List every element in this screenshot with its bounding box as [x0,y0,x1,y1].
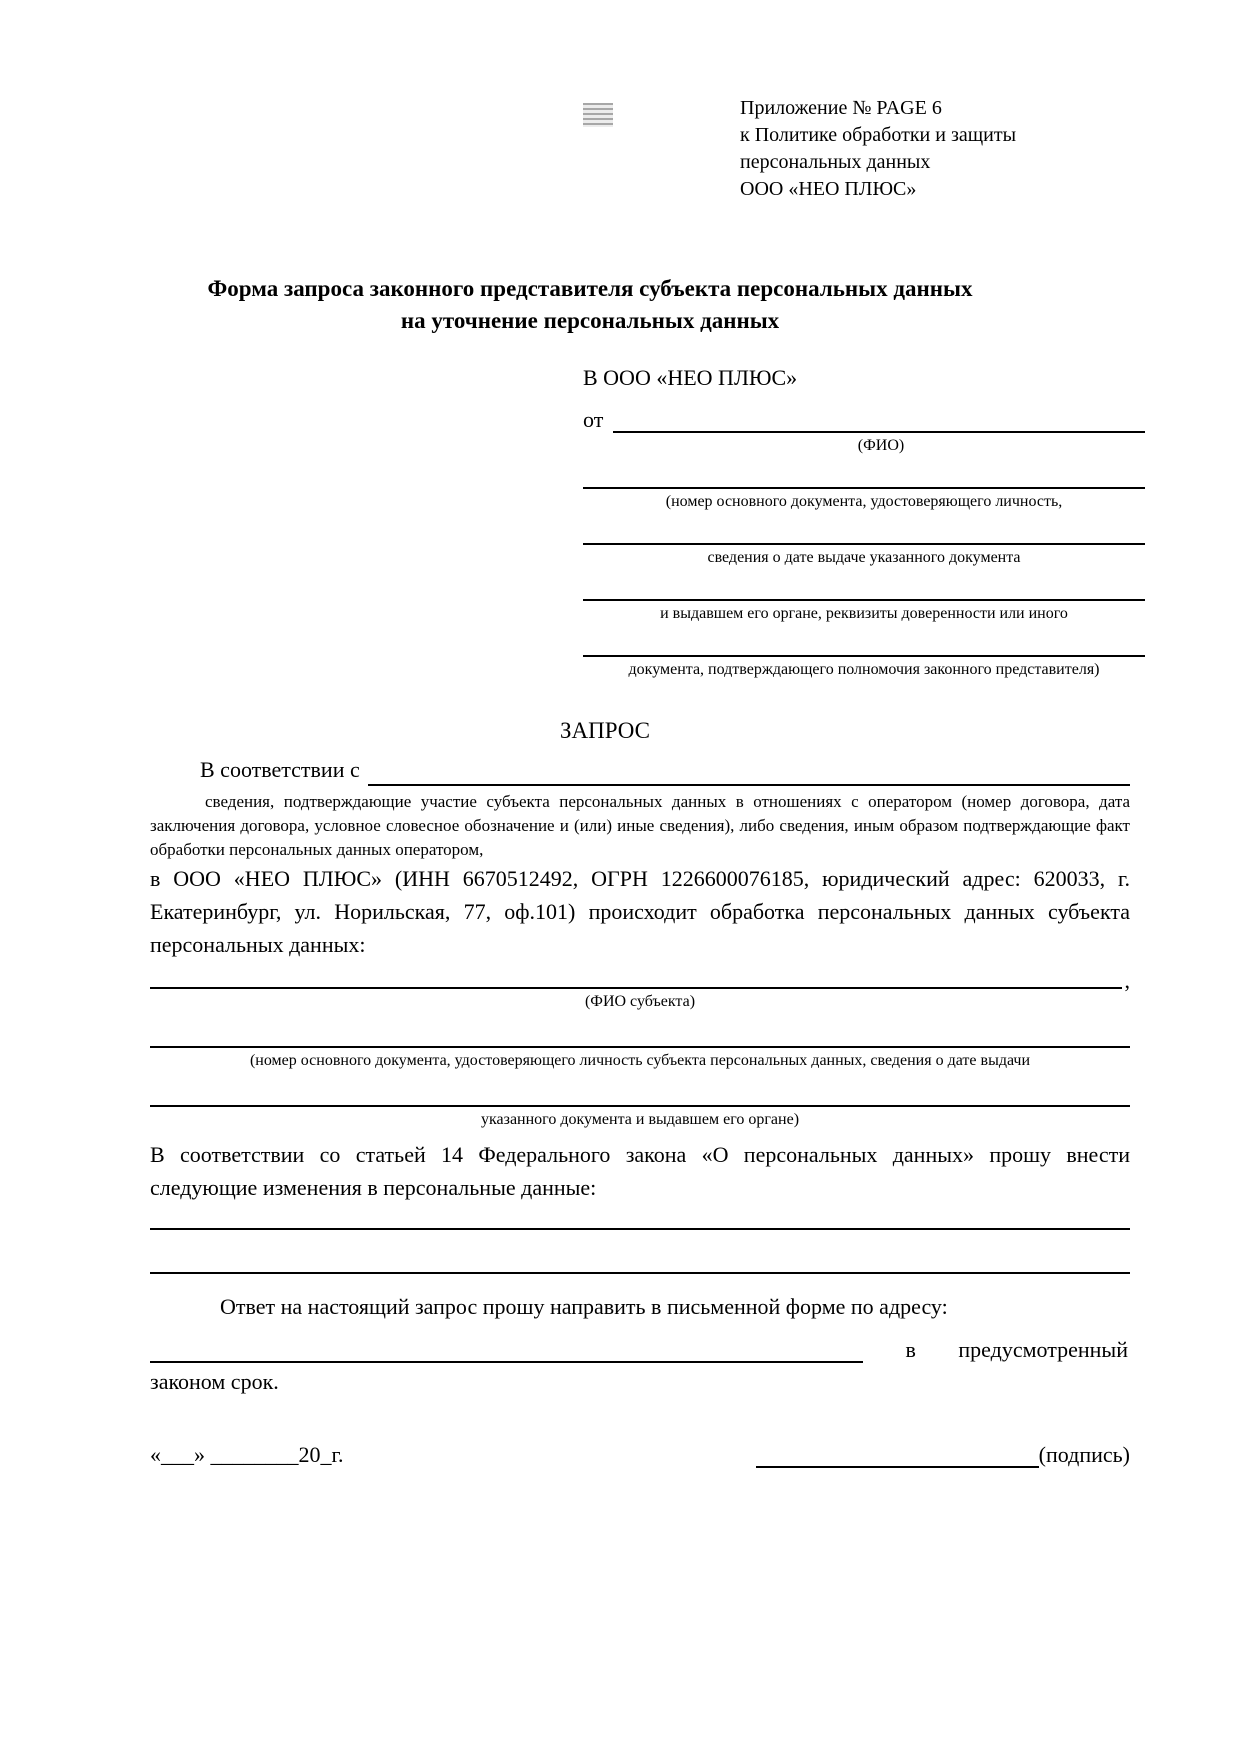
from-blank-line [613,431,1145,433]
subject-fio-blank-line [150,987,1122,989]
field-caption: сведения о дате выдаче указанного документа [707,549,1021,566]
subject-document-caption: (номер основного документа, удостоверяющего личность субъекта персональных данных, сведения о дате выдачи [249,1052,1031,1069]
signature-blank-line [756,1444,1039,1468]
appendix-line: к Политике обработки и защиты [740,124,1017,146]
field-caption: и выдавшем его органе, реквизиты доверенности или иного [660,605,1068,622]
field-caption: (номер основного документа, удостоверяющего личность, [665,493,1063,510]
answer-word: предусмотренный [958,1337,1128,1362]
blank-line [583,512,1145,545]
field-caption: документа, подтверждающего полномочия законного представителя) [628,661,1100,678]
subject-fio-field [150,968,1130,993]
signature-field [756,1442,1130,1468]
appendix-line: ООО «НЕО ПЛЮС» [740,178,917,200]
issue-date-field [583,512,1145,568]
form-title [150,273,1030,337]
document-number-field [583,456,1145,512]
fio-caption: (ФИО) [857,437,905,454]
subject-authority-caption: указанного документа и выдавшем его органе) [480,1111,800,1128]
address-blank-line [150,1361,863,1363]
answer-word: в [905,1337,916,1362]
addressee-block [583,365,1145,680]
blank-line [583,456,1145,489]
changes-blank-line-1 [150,1228,1130,1230]
answer-tail: законом срок. [150,1369,279,1394]
law-paragraph: В соответствии со статьей 14 Федерального закона «О персональных данных» прошу внести следующие изменения в персональные данные: [150,1142,1130,1200]
authority-document-field [583,624,1145,680]
signature-caption: (подпись) [1038,1442,1130,1467]
appendix-block [740,95,1140,203]
subject-authority-field [150,1071,1130,1130]
basis-field [150,756,1130,786]
answer-address-field [150,1331,1130,1363]
basis-footnote: сведения, подтверждающие участие субъекта персональных данных в отношениях с оператором (номер договора, дата заключения договора, условное словесное обозначение и (или) иные сведения), либо сведения, иным образом подтверждающие факт обработки персональных данных оператором, [150,792,1130,859]
page-header [150,95,1130,213]
basis-prefix: В соответствии с [200,757,360,782]
blank-line [583,568,1145,601]
blank-line [583,624,1145,657]
from-label: от [583,407,604,432]
answer-paragraph: Ответ на настоящий запрос прошу направить в письменной форме по адресу: [220,1294,948,1319]
appendix-line: Приложение № PAGE 6 [740,97,942,119]
date-field: «___» ________20_г. [150,1442,344,1467]
blank-line [150,1071,1130,1107]
operator-paragraph: в ООО «НЕО ПЛЮС» (ИНН 6670512492, ОГРН 1226600076185, юридический адрес: 620033, г. Екатеринбург, ул. Норильская, 77, оф.101) происходит обработка персональных данных субъекта персональных данных: [150,866,1130,957]
form-title-line2: на уточнение персональных данных [400,308,780,333]
blank-line [150,1012,1130,1048]
form-title-line1: Форма запроса законного представителя субъекта персональных данных [207,276,973,301]
subject-document-field [150,1012,1130,1071]
trailing-comma: , [1124,968,1130,993]
addressee-to: В ООО «НЕО ПЛЮС» [583,365,798,390]
issuing-authority-field [583,568,1145,624]
from-field [583,399,1145,433]
appendix-line: персональных данных [740,151,931,173]
changes-blank-line-2 [150,1272,1130,1274]
request-heading: ЗАПРОС [559,718,651,743]
field-code-icon [583,103,613,127]
signature-row [150,1442,1130,1468]
basis-blank-line [368,784,1130,786]
subject-fio-caption: (ФИО субъекта) [584,993,696,1010]
